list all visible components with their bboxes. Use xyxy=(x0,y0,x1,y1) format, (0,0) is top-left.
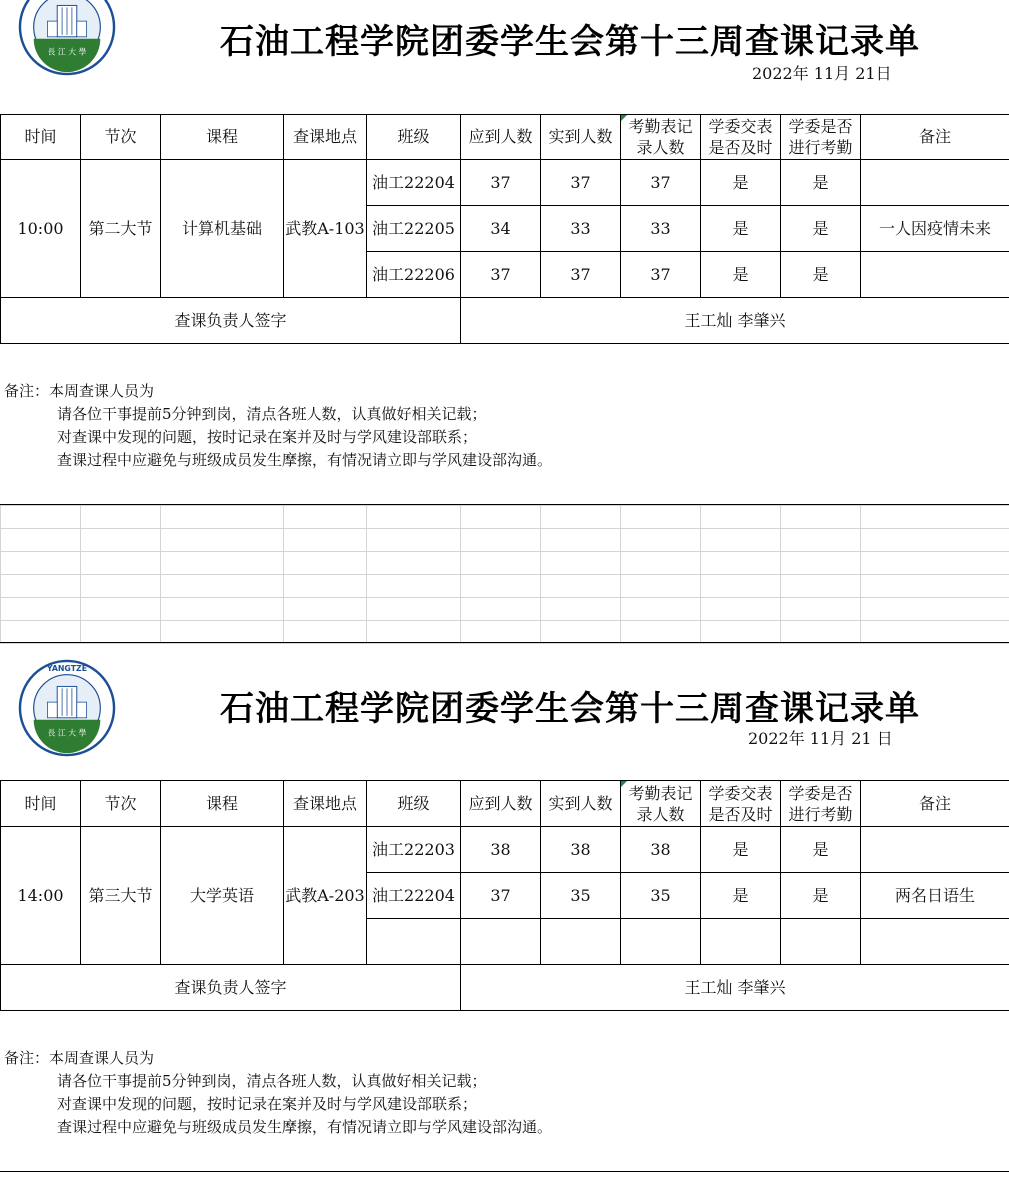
record-table xyxy=(0,780,1009,1011)
header-location: 查课地点 xyxy=(284,115,367,160)
recorded-cell: 37 xyxy=(621,252,701,298)
expected-cell: 37 xyxy=(461,873,541,919)
header-attendance: 学委是否进行考勤 xyxy=(781,115,861,160)
header-attendance: 学委是否进行考勤 xyxy=(781,781,861,827)
header-row xyxy=(1,115,1009,160)
header-period: 节次 xyxy=(81,781,161,827)
header-time: 时间 xyxy=(1,781,81,827)
signature-label: 查课负责人签字 xyxy=(1,965,461,1011)
class-cell: 油工22206 xyxy=(367,252,461,298)
class-cell: 油工22204 xyxy=(367,160,461,206)
notes-line: 查课过程中应避免与班级成员发生摩擦，有情况请立即与学风建设部沟通。 xyxy=(57,451,553,469)
attendance-cell: 是 xyxy=(781,827,861,873)
university-logo xyxy=(18,0,116,76)
svg-text:YANGTZE: YANGTZE xyxy=(46,663,88,673)
notes-line: 对查课中发现的问题，按时记录在案并及时与学风建设部联系； xyxy=(57,428,478,446)
attendance-cell: 是 xyxy=(781,206,861,252)
header-course: 课程 xyxy=(161,115,284,160)
expected-cell xyxy=(461,919,541,965)
attendance-cell xyxy=(781,919,861,965)
actual-cell: 33 xyxy=(541,206,621,252)
signature-row xyxy=(1,298,1009,344)
recorded-cell xyxy=(621,919,701,965)
remark-cell xyxy=(861,919,1009,965)
course-cell: 计算机基础 xyxy=(161,160,284,298)
period-cell: 第三大节 xyxy=(81,827,161,965)
recorded-cell: 33 xyxy=(621,206,701,252)
notes-heading: 备注：本周查课人员为 xyxy=(4,382,155,400)
remark-cell: 两名日语生 xyxy=(861,873,1009,919)
location-cell: 武教A-203 xyxy=(284,827,367,965)
actual-cell: 37 xyxy=(541,252,621,298)
timely-cell: 是 xyxy=(701,827,781,873)
notes-line: 查课过程中应避免与班级成员发生摩擦，有情况请立即与学风建设部沟通。 xyxy=(57,1118,553,1136)
timely-cell: 是 xyxy=(701,206,781,252)
notes-heading: 备注：本周查课人员为 xyxy=(4,1049,155,1067)
header-recorded: 考勤表记录人数 xyxy=(621,781,701,827)
class-cell: 油工22203 xyxy=(367,827,461,873)
remark-cell xyxy=(861,827,1009,873)
actual-cell xyxy=(541,919,621,965)
time-cell: 10:00 xyxy=(1,160,81,298)
page-bottom-border xyxy=(0,1171,1009,1172)
attendance-cell: 是 xyxy=(781,160,861,206)
class-cell: 油工22205 xyxy=(367,206,461,252)
notes-line: 对查课中发现的问题，按时记录在案并及时与学风建设部联系； xyxy=(57,1095,478,1113)
header-class: 班级 xyxy=(367,781,461,827)
header-location: 查课地点 xyxy=(284,781,367,827)
signature-row xyxy=(1,965,1009,1011)
expected-cell: 37 xyxy=(461,160,541,206)
timely-cell: 是 xyxy=(701,160,781,206)
header-actual: 实到人数 xyxy=(541,115,621,160)
period-cell: 第二大节 xyxy=(81,160,161,298)
recorded-cell: 38 xyxy=(621,827,701,873)
header-timely: 学委交表是否及时 xyxy=(701,115,781,160)
notes-line: 请各位干事提前5分钟到岗，清点各班人数，认真做好相关记载； xyxy=(57,1072,487,1090)
location-cell: 武教A-103 xyxy=(284,160,367,298)
remark-cell xyxy=(861,160,1009,206)
record-sheet-2 xyxy=(0,643,1009,1178)
header-recorded: 考勤表记录人数 xyxy=(621,115,701,160)
header-timely: 学委交表是否及时 xyxy=(701,781,781,827)
svg-text:長 江 大 學: 長 江 大 學 xyxy=(47,728,87,738)
notes-block xyxy=(4,380,552,472)
course-cell: 大学英语 xyxy=(161,827,284,965)
remark-cell xyxy=(861,252,1009,298)
sheet-title: 石油工程学院团委学生会第十三周查课记录单 xyxy=(220,22,920,62)
university-logo xyxy=(18,659,116,757)
svg-text:長 江 大 學: 長 江 大 學 xyxy=(47,47,87,57)
sheet-title: 石油工程学院团委学生会第十三周查课记录单 xyxy=(220,689,920,729)
table-row xyxy=(1,160,1009,206)
header-time: 时间 xyxy=(1,115,81,160)
class-cell: 油工22204 xyxy=(367,873,461,919)
header-expected: 应到人数 xyxy=(461,115,541,160)
header-row xyxy=(1,781,1009,827)
timely-cell: 是 xyxy=(701,873,781,919)
record-table xyxy=(0,114,1009,344)
expected-cell: 38 xyxy=(461,827,541,873)
timely-cell xyxy=(701,919,781,965)
empty-grid xyxy=(0,505,1009,644)
header-remark: 备注 xyxy=(861,781,1009,827)
notes-block xyxy=(4,1047,552,1139)
expected-cell: 37 xyxy=(461,252,541,298)
recorded-cell: 37 xyxy=(621,160,701,206)
attendance-cell: 是 xyxy=(781,252,861,298)
actual-cell: 38 xyxy=(541,827,621,873)
header-class: 班级 xyxy=(367,115,461,160)
remark-cell: 一人因疫情未来 xyxy=(861,206,1009,252)
table-row xyxy=(1,827,1009,873)
header-expected: 应到人数 xyxy=(461,781,541,827)
attendance-cell: 是 xyxy=(781,873,861,919)
time-cell: 14:00 xyxy=(1,827,81,965)
signature-names: 王工灿 李肇兴 xyxy=(461,298,1009,344)
recorded-cell: 35 xyxy=(621,873,701,919)
header-period: 节次 xyxy=(81,115,161,160)
signature-label: 查课负责人签字 xyxy=(1,298,461,344)
expected-cell: 34 xyxy=(461,206,541,252)
actual-cell: 35 xyxy=(541,873,621,919)
actual-cell: 37 xyxy=(541,160,621,206)
class-cell xyxy=(367,919,461,965)
record-date: 2022年 11月 21日 xyxy=(752,64,892,83)
header-actual: 实到人数 xyxy=(541,781,621,827)
timely-cell: 是 xyxy=(701,252,781,298)
notes-line: 请各位干事提前5分钟到岗，清点各班人数，认真做好相关记载； xyxy=(57,405,487,423)
record-date: 2022年 11月 21 日 xyxy=(748,729,893,748)
header-course: 课程 xyxy=(161,781,284,827)
signature-names: 王工灿 李肇兴 xyxy=(461,965,1009,1011)
header-remark: 备注 xyxy=(861,115,1009,160)
record-sheet-1 xyxy=(0,0,1009,500)
